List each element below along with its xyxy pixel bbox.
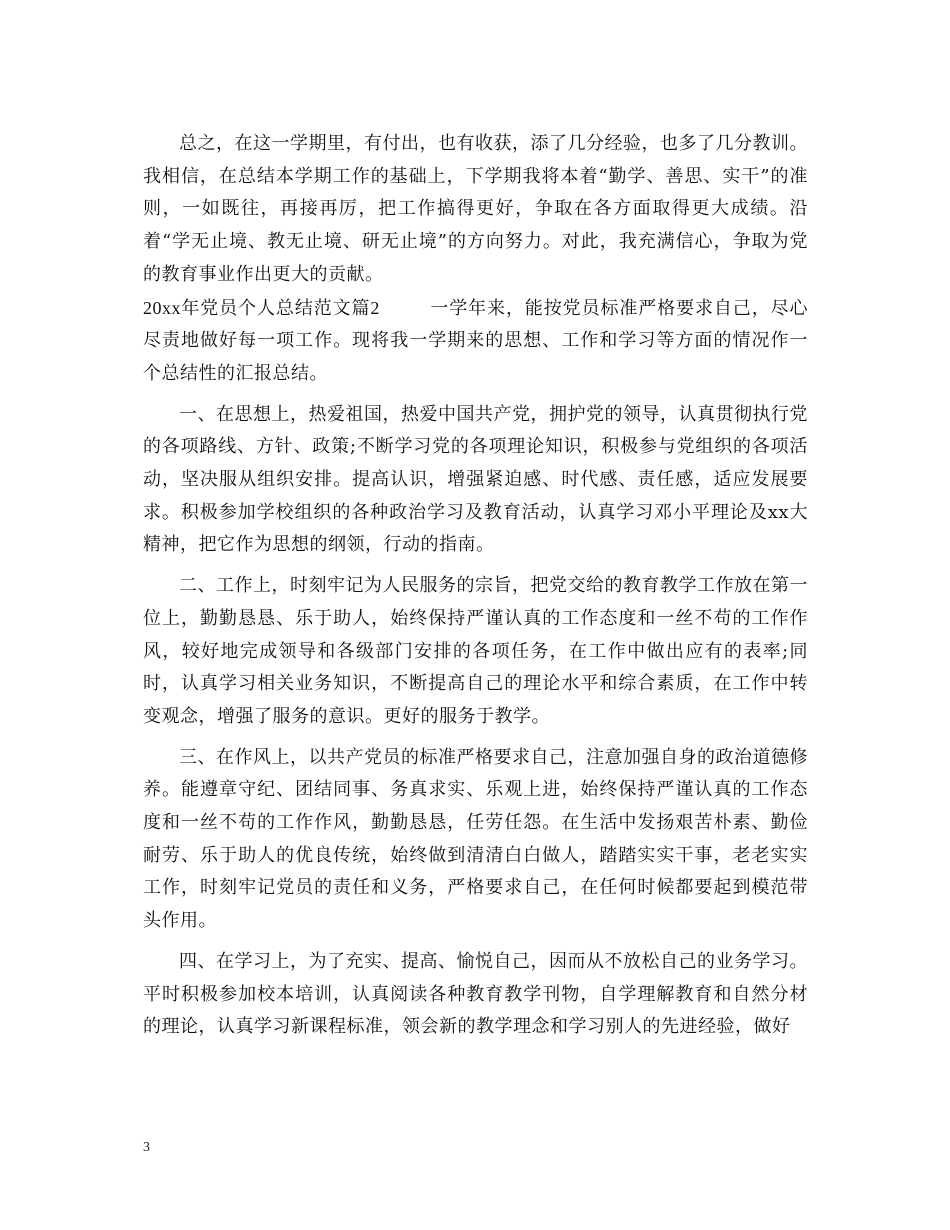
- paragraph-thought: 一、在思想上，热爱祖国，热爱中国共产党，拥护党的领导，认真贯彻执行党的各项路线、方针、政策;不断学习党的各项理论知识，积极参与党组织的各项活动，坚决服从组织安排。提高认识，增强紧迫感、时代感、责任感，适应发展要求。积极参加学校组织的各种政治学习及教育活动，认真学习邓小平理论及xx大精神，把它作为思想的纲领，行动的指南。: [143, 403, 808, 556]
- paragraph-conclusion: 总之，在这一学期里，有付出，也有收获，添了几分经验，也多了几分教训。我相信，在总结本学期工作的基础上，下学期我将本着“勤学、善思、实干”的准则，一如既往，再接再厉，把工作搞得更好，争取在各方面取得更大成绩。沿着“学无止境、教无止境、研无止境”的方向努力。对此，我充满信心，争取为党的教育事业作出更大的贡献。: [143, 133, 808, 285]
- section-heading-paragraph: [143, 292, 808, 391]
- page-number: 3: [143, 1140, 150, 1155]
- document-body: [143, 128, 808, 1044]
- paragraph-style: 三、在作风上，以共产党员的标准严格要求自己，注意加强自身的政治道德修养。能遵章守纪、团结同事、务真求实、乐观上进，始终保持严谨认真的工作态度和一丝不苟的工作作风，勤勤恳恳，任劳任怨。在生活中发扬艰苦朴素、勤俭耐劳、乐于助人的优良传统，始终做到清清白白做人，踏踏实实干事，老老实实工作，时刻牢记党员的责任和义务，严格要求自己，在任何时候都要起到模范带头作用。: [143, 746, 808, 932]
- paragraph-work: 二、工作上，时刻牢记为人民服务的宗旨，把党交给的教育教学工作放在第一位上，勤勤恳恳、乐于助人，始终保持严谨认真的工作态度和一丝不苟的工作作风，较好地完成领导和各级部门安排的各项任务，在工作中做出应有的表率;同时，认真学习相关业务知识，不断提高自己的理论水平和综合素质，在工作中转变观念，增强了服务的意识。更好的服务于教学。: [143, 575, 808, 727]
- paragraph-study: 四、在学习上，为了充实、提高、愉悦自己，因而从不放松自己的业务学习。平时积极参加校本培训，认真阅读各种教育教学刊物，自学理解教育和自然分材的理论，认真学习新课程标准，领会新的教学理念和学习别人的先进经验，做好: [143, 950, 808, 1038]
- section-intro: 一学年来，能按党员标准严格要求自己，尽心尽责地做好每一项工作。现将我一学期来的思想、工作和学习等方面的情况作一个总结性的汇报总结。: [143, 297, 808, 384]
- section-heading: 20xx年党员个人总结范文篇2: [143, 297, 380, 318]
